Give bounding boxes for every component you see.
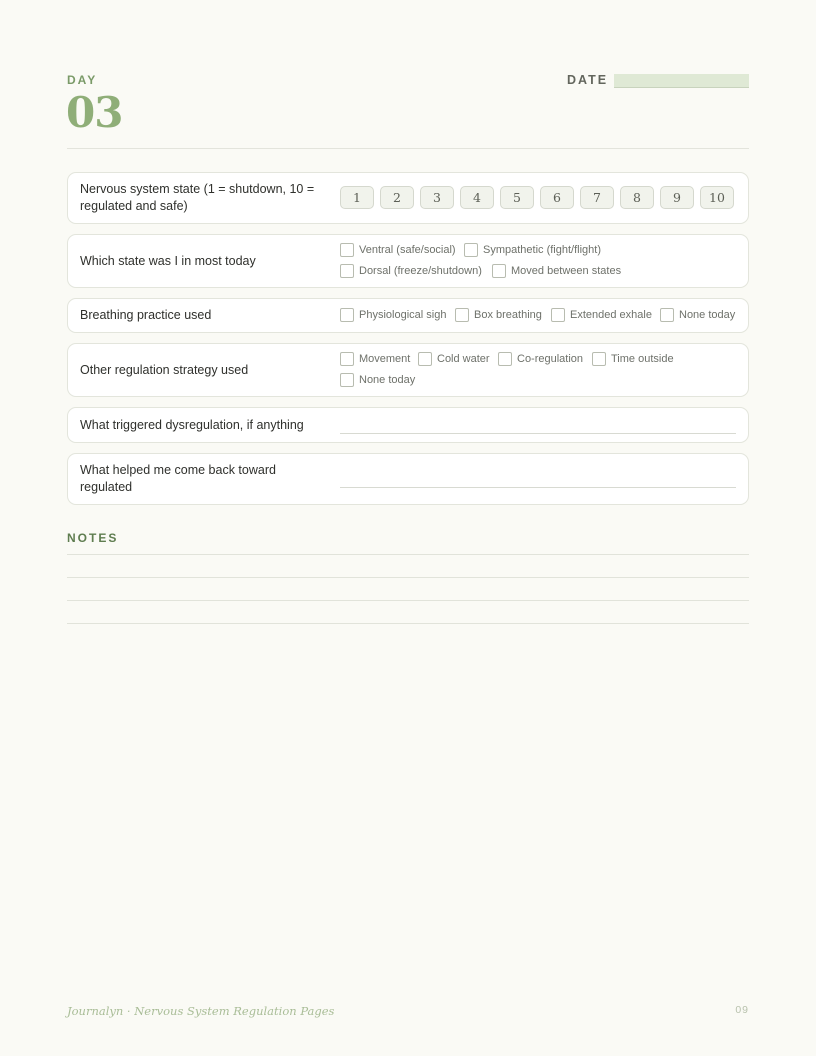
option-co-regulation[interactable]: Co-regulation: [498, 352, 583, 366]
journal-page: [67, 0, 749, 1056]
trigger-card: [67, 407, 749, 443]
footer-title: Journalyn · Nervous System Regulation Pages: [67, 1004, 335, 1018]
option-none-today-strategy[interactable]: None today: [340, 373, 415, 387]
option-cold-water[interactable]: Cold water: [418, 352, 490, 366]
scale-option-5[interactable]: 5: [500, 186, 534, 209]
date-field[interactable]: [614, 74, 749, 88]
notes-line[interactable]: [67, 600, 749, 601]
option-time-outside[interactable]: Time outside: [592, 352, 674, 366]
date-label: DATE: [567, 73, 609, 87]
option-extended-exhale[interactable]: Extended exhale: [551, 308, 652, 322]
checkbox[interactable]: [660, 308, 674, 322]
checkbox[interactable]: [340, 352, 354, 366]
option-sympathetic[interactable]: Sympathetic (fight/flight): [464, 243, 601, 257]
checkbox[interactable]: [340, 243, 354, 257]
notes-heading: NOTES: [67, 531, 119, 545]
page-number: 09: [735, 1004, 749, 1016]
state-scale-card: [67, 172, 749, 224]
breathing-card: [67, 298, 749, 333]
notes-line[interactable]: [67, 554, 749, 555]
trigger-answer-line[interactable]: [340, 433, 736, 434]
which-state-label: Which state was I in most today: [80, 254, 256, 268]
scale-option-7[interactable]: 7: [580, 186, 614, 209]
checkbox[interactable]: [592, 352, 606, 366]
state-scale-label: Nervous system state (1 = shutdown, 10 = regulated and safe): [80, 182, 315, 213]
option-box-breathing[interactable]: Box breathing: [455, 308, 542, 322]
checkbox[interactable]: [340, 373, 354, 387]
option-physiological-sigh[interactable]: Physiological sigh: [340, 308, 446, 322]
option-moved-between[interactable]: Moved between states: [492, 264, 621, 278]
checkbox[interactable]: [551, 308, 565, 322]
checkbox[interactable]: [492, 264, 506, 278]
checkbox[interactable]: [498, 352, 512, 366]
which-state-card: [67, 234, 749, 288]
checkbox[interactable]: [340, 264, 354, 278]
option-ventral[interactable]: Ventral (safe/social): [340, 243, 456, 257]
scale-option-3[interactable]: 3: [420, 186, 454, 209]
scale-option-10[interactable]: 10: [700, 186, 734, 209]
scale-option-1[interactable]: 1: [340, 186, 374, 209]
option-movement[interactable]: Movement: [340, 352, 410, 366]
notes-line[interactable]: [67, 577, 749, 578]
scale-option-6[interactable]: 6: [540, 186, 574, 209]
notes-line[interactable]: [67, 623, 749, 624]
other-strategy-card: [67, 343, 749, 397]
scale-option-4[interactable]: 4: [460, 186, 494, 209]
helped-label: What helped me come back toward regulated: [80, 463, 276, 494]
checkbox[interactable]: [455, 308, 469, 322]
checkbox[interactable]: [340, 308, 354, 322]
scale-option-8[interactable]: 8: [620, 186, 654, 209]
day-number: 03: [66, 88, 123, 137]
checkbox[interactable]: [464, 243, 478, 257]
trigger-label: What triggered dysregulation, if anything: [80, 418, 304, 432]
day-label: DAY: [67, 73, 98, 87]
scale-option-2[interactable]: 2: [380, 186, 414, 209]
checkbox[interactable]: [418, 352, 432, 366]
page-header: [67, 72, 749, 149]
breathing-label: Breathing practice used: [80, 308, 212, 322]
helped-card: [67, 453, 749, 505]
option-dorsal[interactable]: Dorsal (freeze/shutdown): [340, 264, 482, 278]
helped-answer-line[interactable]: [340, 487, 736, 488]
option-none-today[interactable]: None today: [660, 308, 735, 322]
scale-option-9[interactable]: 9: [660, 186, 694, 209]
other-strategy-label: Other regulation strategy used: [80, 363, 249, 377]
